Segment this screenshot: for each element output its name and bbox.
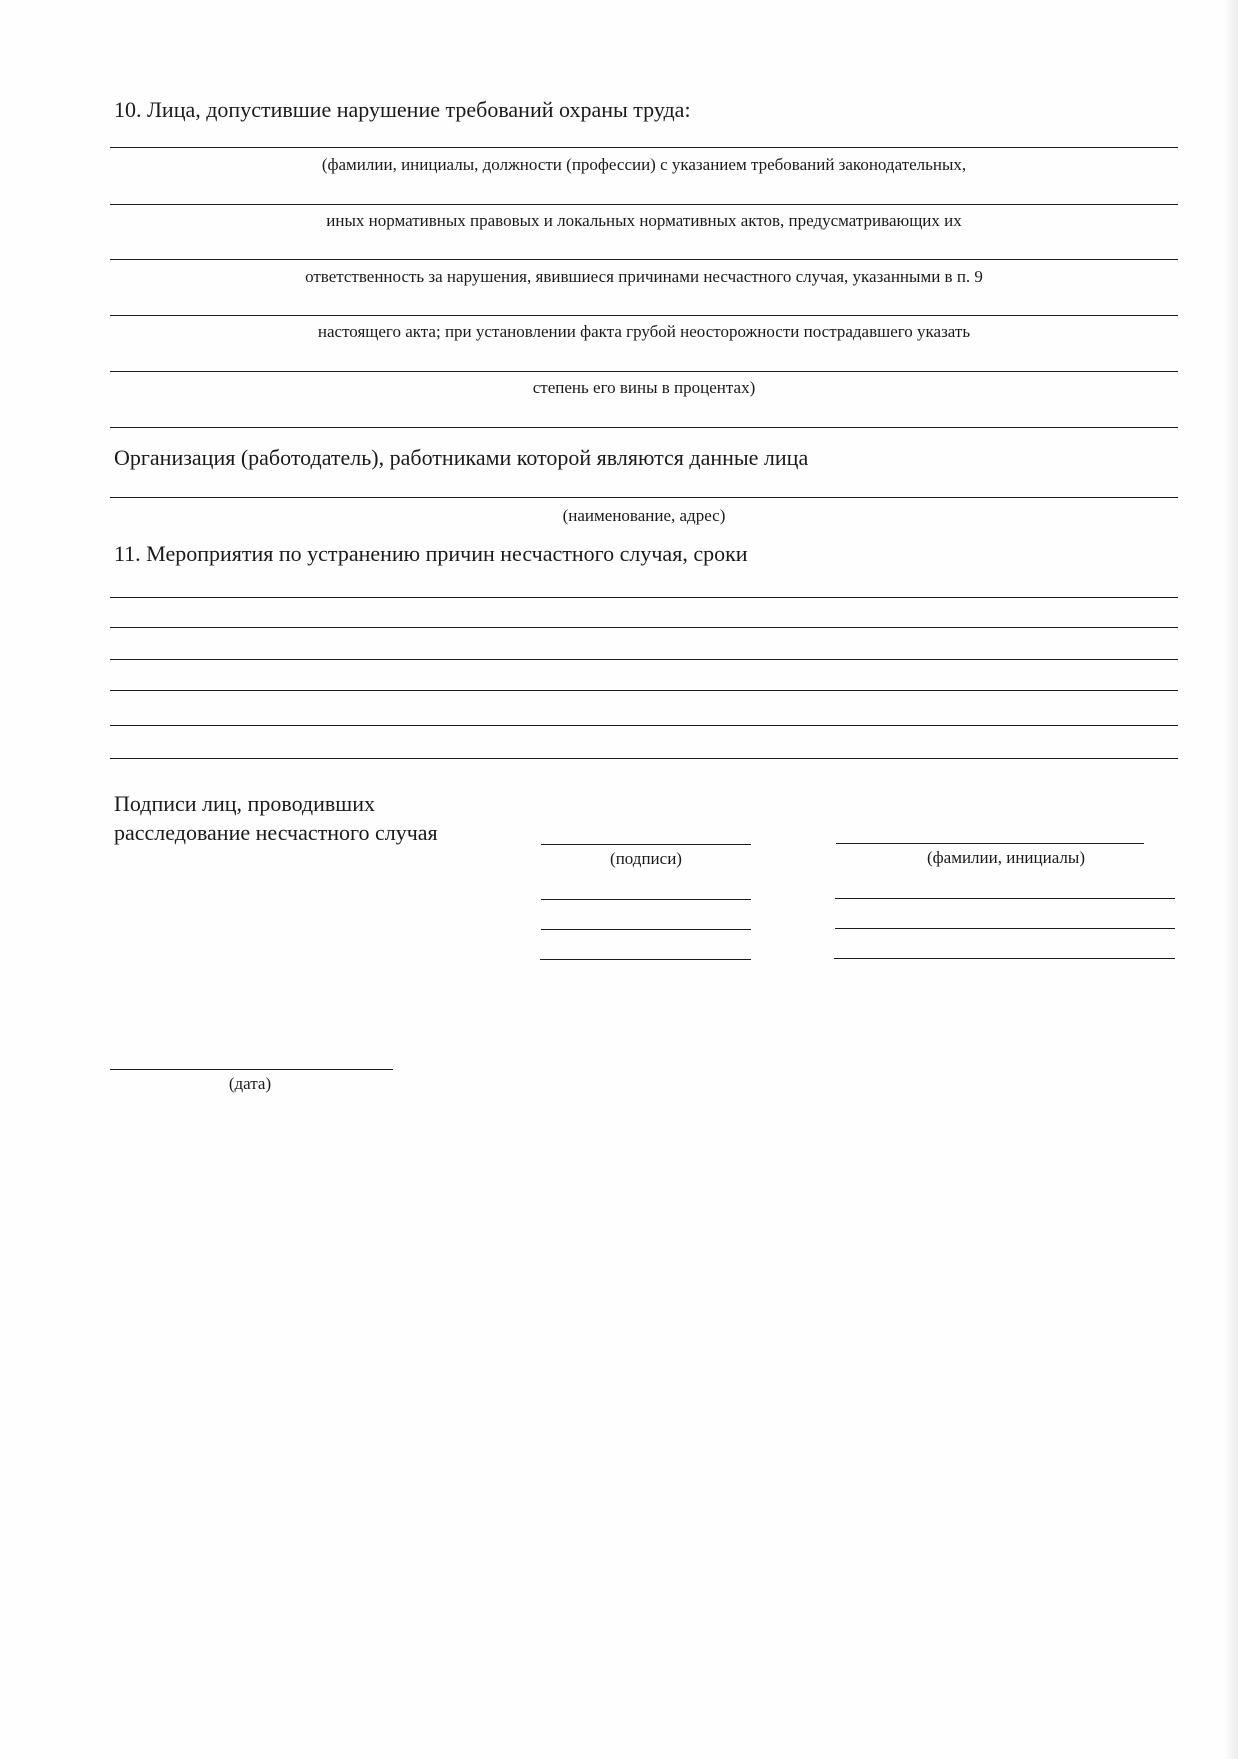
section-10-caption-3: ответственность за нарушения, явившиеся причинами несчастного случая, указанными в п. 9 bbox=[305, 267, 983, 286]
section-10-caption-4: настоящего акта; при установлении факта грубой неосторожности пострадавшего указать bbox=[317, 322, 971, 341]
fill-line bbox=[110, 204, 1178, 205]
name-line bbox=[835, 898, 1175, 899]
signature-line bbox=[541, 929, 751, 930]
fill-line bbox=[110, 690, 1178, 691]
page-edge-shadow bbox=[1224, 0, 1238, 1759]
fill-line bbox=[110, 627, 1178, 628]
signatures-label-line-1: Подписи лиц, проводивших bbox=[114, 791, 376, 816]
organization-label: Организация (работодатель), работниками которой являются данные лица bbox=[114, 445, 809, 470]
section-10-caption-2: иных нормативных правовых и локальных нормативных актов, предусматривающих их bbox=[326, 211, 962, 230]
section-10-caption-1: (фамилии, инициалы, должности (профессии) с указанием требований законодательных, bbox=[321, 155, 967, 174]
fill-line bbox=[110, 725, 1178, 726]
fill-line bbox=[110, 597, 1178, 598]
fill-line bbox=[110, 427, 1178, 428]
name-line bbox=[834, 958, 1175, 959]
signature-line bbox=[541, 844, 751, 845]
fill-line bbox=[110, 371, 1178, 372]
organization-caption: (наименование, адрес) bbox=[562, 506, 726, 525]
section-10-caption-5: степень его вины в процентах) bbox=[532, 378, 756, 397]
name-line bbox=[835, 928, 1175, 929]
section-10-title: 10. Лица, допустившие нарушение требований охраны труда: bbox=[114, 97, 691, 122]
fill-line bbox=[110, 147, 1178, 148]
date-caption: (дата) bbox=[228, 1074, 272, 1093]
fill-line bbox=[110, 758, 1178, 759]
names-caption: (фамилии, инициалы) bbox=[926, 848, 1085, 867]
date-line bbox=[110, 1069, 393, 1070]
signature-caption: (подписи) bbox=[610, 849, 682, 868]
fill-line bbox=[110, 259, 1178, 260]
signature-line bbox=[540, 959, 751, 960]
signatures-label-line-2: расследование несчастного случая bbox=[114, 820, 438, 845]
signature-line bbox=[541, 899, 751, 900]
name-line bbox=[836, 843, 1144, 844]
fill-line bbox=[110, 315, 1178, 316]
fill-line bbox=[110, 659, 1178, 660]
section-11-title: 11. Мероприятия по устранению причин несчастного случая, сроки bbox=[114, 541, 748, 566]
fill-line bbox=[110, 497, 1178, 498]
